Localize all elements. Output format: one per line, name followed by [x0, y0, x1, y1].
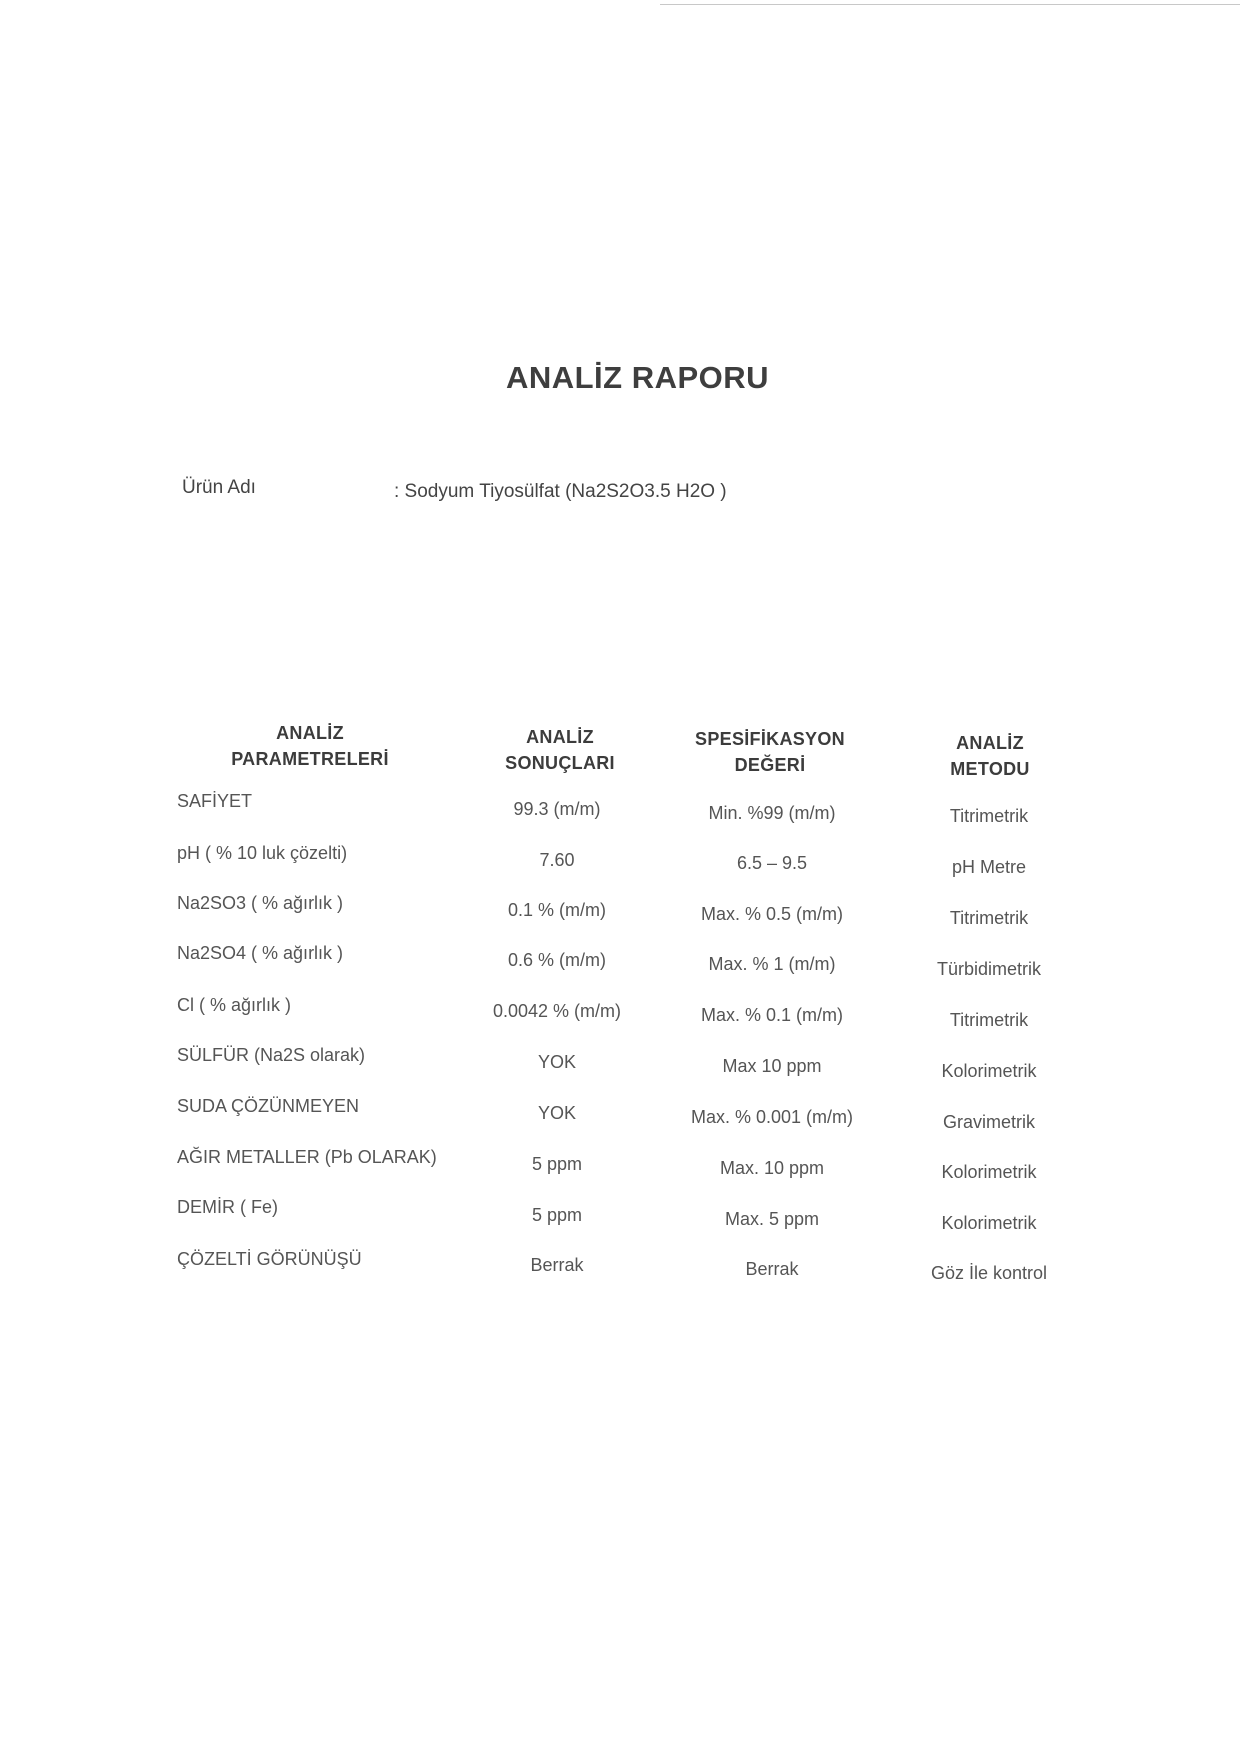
cell-spec: Max. 10 ppm — [719, 1158, 825, 1178]
header-result — [470, 724, 650, 776]
cell-result: Berrak — [530, 1255, 584, 1275]
cell-result: 99.3 (m/m) — [513, 799, 601, 819]
cell-parameter: Na2SO4 ( % ağırlık ) — [177, 943, 344, 963]
cell-spec: Max. % 0.5 (m/m) — [700, 904, 843, 924]
cell-method: Kolorimetrik — [941, 1061, 1037, 1081]
document-title: ANALİZ RAPORU — [505, 360, 770, 395]
cell-parameter: ÇÖZELTİ GÖRÜNÜŞÜ — [177, 1249, 362, 1269]
scan-edge-line — [660, 4, 1240, 5]
cell-method: Titrimetrik — [949, 1010, 1029, 1030]
header-method-line1: ANALİZ — [956, 733, 1024, 753]
product-name-label: Ürün Adı — [182, 477, 256, 498]
cell-result: 0.1 % (m/m) — [507, 900, 606, 920]
header-method-line2: METODU — [950, 759, 1030, 779]
cell-parameter: SÜLFÜR (Na2S olarak) — [177, 1045, 366, 1065]
header-parameter-line1: ANALİZ — [276, 723, 344, 743]
header-parameter-line2: PARAMETRELERİ — [231, 749, 389, 769]
product-name-value: : Sodyum Tiyosülfat (Na2S2O3.5 H2O ) — [394, 481, 727, 502]
cell-method: Göz İle kontrol — [930, 1263, 1048, 1283]
header-parameter — [190, 720, 430, 772]
cell-spec: Max. 5 ppm — [724, 1209, 820, 1229]
cell-result: 0.6 % (m/m) — [507, 950, 606, 970]
cell-method: pH Metre — [951, 857, 1027, 877]
header-method — [890, 730, 1090, 782]
header-spec-line1: SPESİFİKASYON — [695, 729, 845, 749]
cell-spec: Min. %99 (m/m) — [708, 803, 836, 823]
cell-result: YOK — [537, 1103, 576, 1123]
cell-spec: Berrak — [745, 1259, 799, 1279]
cell-parameter: SAFİYET — [177, 791, 253, 811]
cell-parameter: pH ( % 10 luk çözelti) — [177, 843, 348, 863]
cell-result: YOK — [537, 1052, 576, 1072]
cell-method: Titrimetrik — [949, 908, 1029, 928]
cell-parameter: DEMİR ( Fe) — [177, 1197, 278, 1217]
header-result-line1: ANALİZ — [526, 727, 594, 747]
cell-result: 0.0042 % (m/m) — [492, 1001, 622, 1021]
cell-method: Kolorimetrik — [941, 1213, 1037, 1233]
cell-result: 7.60 — [539, 850, 575, 870]
cell-result: 5 ppm — [531, 1154, 583, 1174]
cell-result: 5 ppm — [531, 1205, 583, 1225]
header-result-line2: SONUÇLARI — [505, 753, 615, 773]
cell-method: Kolorimetrik — [941, 1162, 1037, 1182]
cell-parameter: AĞIR METALLER (Pb OLARAK) — [177, 1147, 437, 1167]
header-spec-line2: DEĞERİ — [734, 755, 806, 775]
cell-spec: 6.5 – 9.5 — [736, 853, 808, 873]
cell-parameter: Na2SO3 ( % ağırlık ) — [177, 893, 344, 913]
cell-method: Titrimetrik — [949, 806, 1029, 826]
cell-spec: Max. % 0.001 (m/m) — [690, 1107, 854, 1127]
cell-parameter: SUDA ÇÖZÜNMEYEN — [177, 1096, 360, 1116]
header-spec — [670, 726, 870, 778]
cell-method: Gravimetrik — [942, 1112, 1035, 1132]
cell-method: Türbidimetrik — [936, 959, 1042, 979]
cell-spec: Max. % 0.1 (m/m) — [700, 1005, 843, 1025]
cell-parameter: Cl ( % ağırlık ) — [177, 995, 292, 1015]
cell-spec: Max 10 ppm — [722, 1056, 822, 1076]
cell-spec: Max. % 1 (m/m) — [708, 954, 836, 974]
